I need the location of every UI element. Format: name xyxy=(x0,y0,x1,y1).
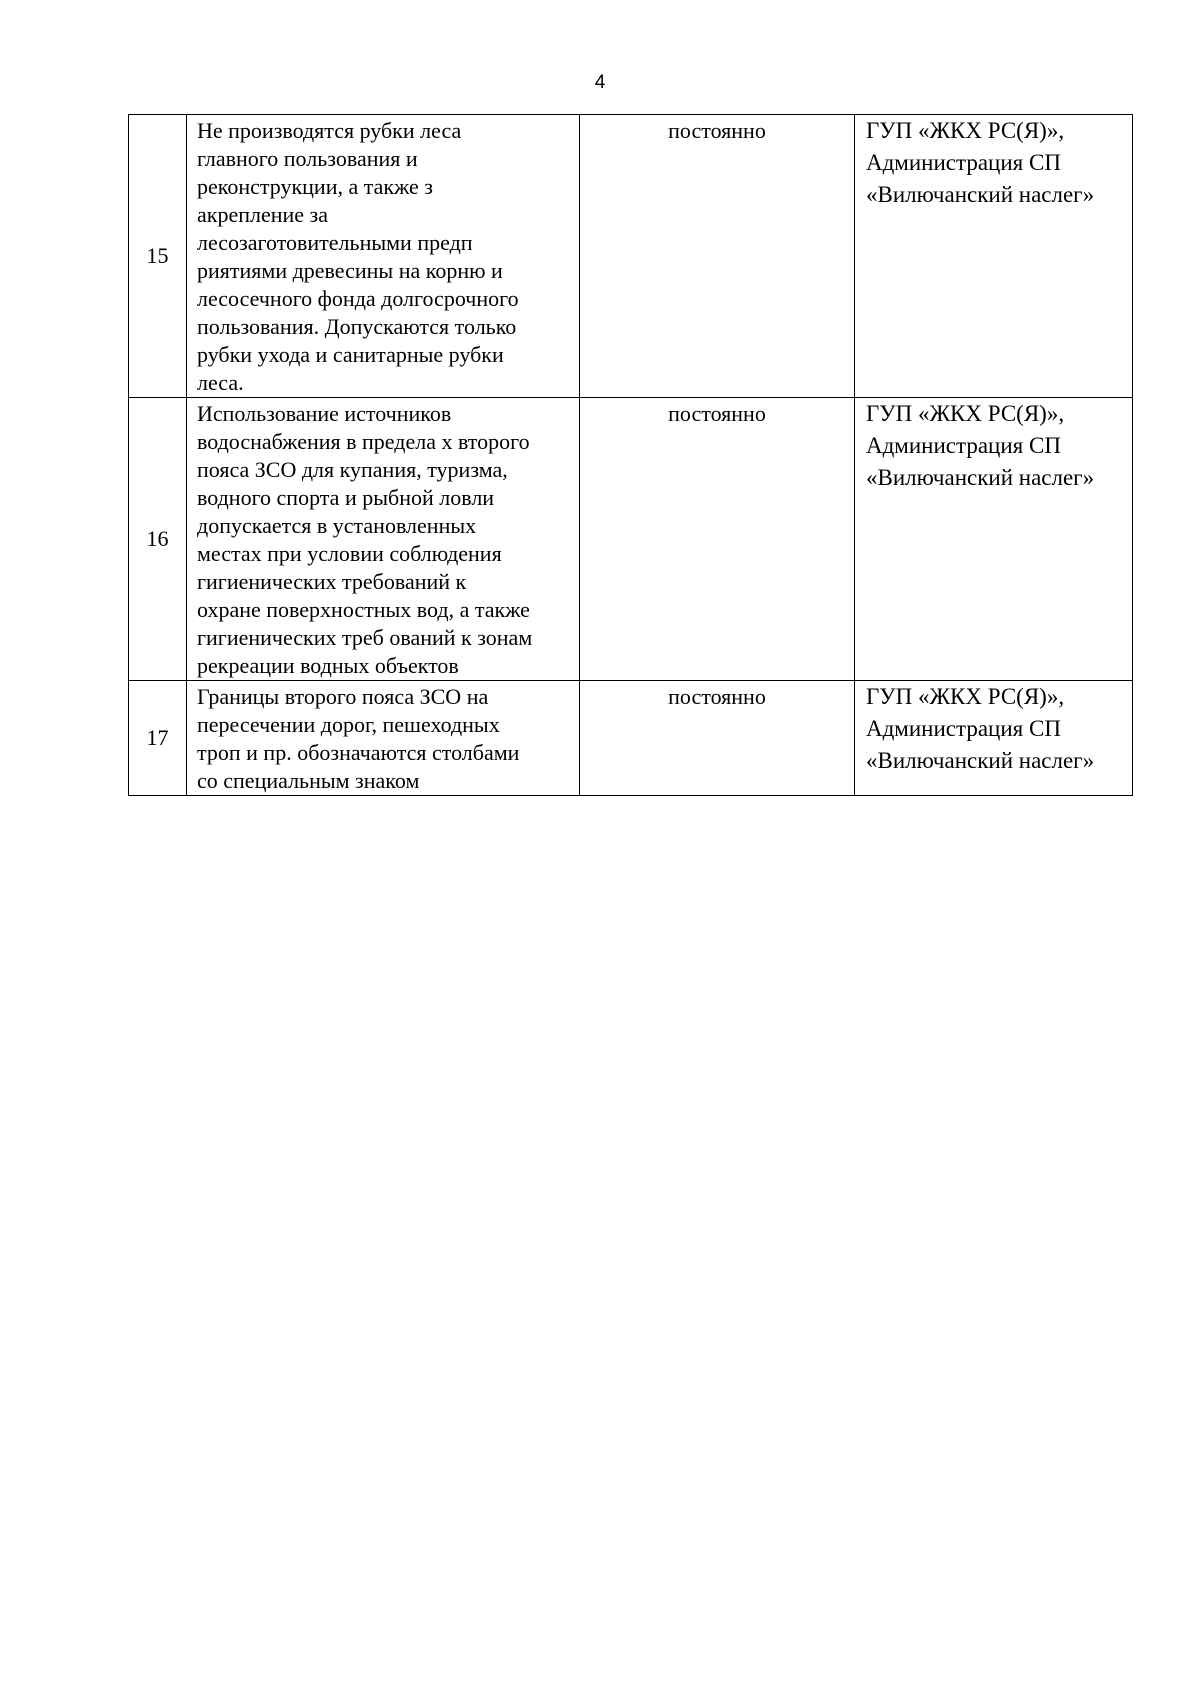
text-line: пользования. Допускаются только xyxy=(197,314,517,339)
text-line: главного пользования и xyxy=(197,146,418,171)
text-line: гигиенических треб ований к зонам xyxy=(197,625,533,650)
text-line: лесозаготовительными предп xyxy=(197,230,473,255)
table-row xyxy=(129,681,1133,796)
measure-term: постоянно xyxy=(580,681,855,796)
table-row xyxy=(129,398,1133,681)
row-number: 16 xyxy=(129,398,187,681)
text-line: реконструкции, а также з xyxy=(197,174,433,199)
table-row xyxy=(129,115,1133,398)
text-line: лесосечного фонда долгосрочного xyxy=(197,286,519,311)
responsible-line: «Вилючанский наслег» xyxy=(866,465,1095,490)
responsible-line: Администрация СП xyxy=(866,716,1061,741)
text-line: гигиенических требований к xyxy=(197,569,467,594)
responsible-line: «Вилючанский наслег» xyxy=(866,182,1095,207)
measure-description xyxy=(187,115,580,398)
text-line: допускается в установленных xyxy=(197,513,477,538)
measure-term: постоянно xyxy=(580,398,855,681)
text-line: водоснабжения в предела х второго xyxy=(197,429,530,454)
measure-term: постоянно xyxy=(580,115,855,398)
text-line: местах при условии соблюдения xyxy=(197,541,502,566)
text-line: Не производятся рубки леса xyxy=(197,118,462,143)
text-line: троп и пр. обозначаются столбами xyxy=(197,740,520,765)
text-line: рубки ухода и санитарные рубки xyxy=(197,342,504,367)
responsible-line: ГУП «ЖКХ РС(Я)», xyxy=(866,684,1065,709)
row-number: 17 xyxy=(129,681,187,796)
measure-responsible xyxy=(855,115,1133,398)
text-line: риятиями древесины на корню и xyxy=(197,258,503,283)
text-line: Границы второго пояса ЗСО на xyxy=(197,684,489,709)
measures-table xyxy=(128,114,1133,796)
text-line: рекреации водных объектов xyxy=(197,653,459,678)
text-line: леса. xyxy=(197,370,244,395)
page-number: 4 xyxy=(594,72,606,93)
responsible-line: Администрация СП xyxy=(866,433,1061,458)
text-line: пересечении дорог, пешеходных xyxy=(197,712,500,737)
measure-responsible xyxy=(855,398,1133,681)
responsible-line: «Вилючанский наслег» xyxy=(866,748,1095,773)
text-line: со специальным знаком xyxy=(197,768,420,793)
measure-description xyxy=(187,398,580,681)
row-number: 15 xyxy=(129,115,187,398)
text-line: акрепление за xyxy=(197,202,329,227)
responsible-line: ГУП «ЖКХ РС(Я)», xyxy=(866,118,1065,143)
text-line: Использование источников xyxy=(197,401,452,426)
measure-description xyxy=(187,681,580,796)
responsible-line: ГУП «ЖКХ РС(Я)», xyxy=(866,401,1065,426)
text-line: охране поверхностных вод, а также xyxy=(197,597,530,622)
measure-responsible xyxy=(855,681,1133,796)
text-line: водного спорта и рыбной ловли xyxy=(197,485,495,510)
text-line: пояса ЗСО для купания, туризма, xyxy=(197,457,508,482)
responsible-line: Администрация СП xyxy=(866,150,1061,175)
